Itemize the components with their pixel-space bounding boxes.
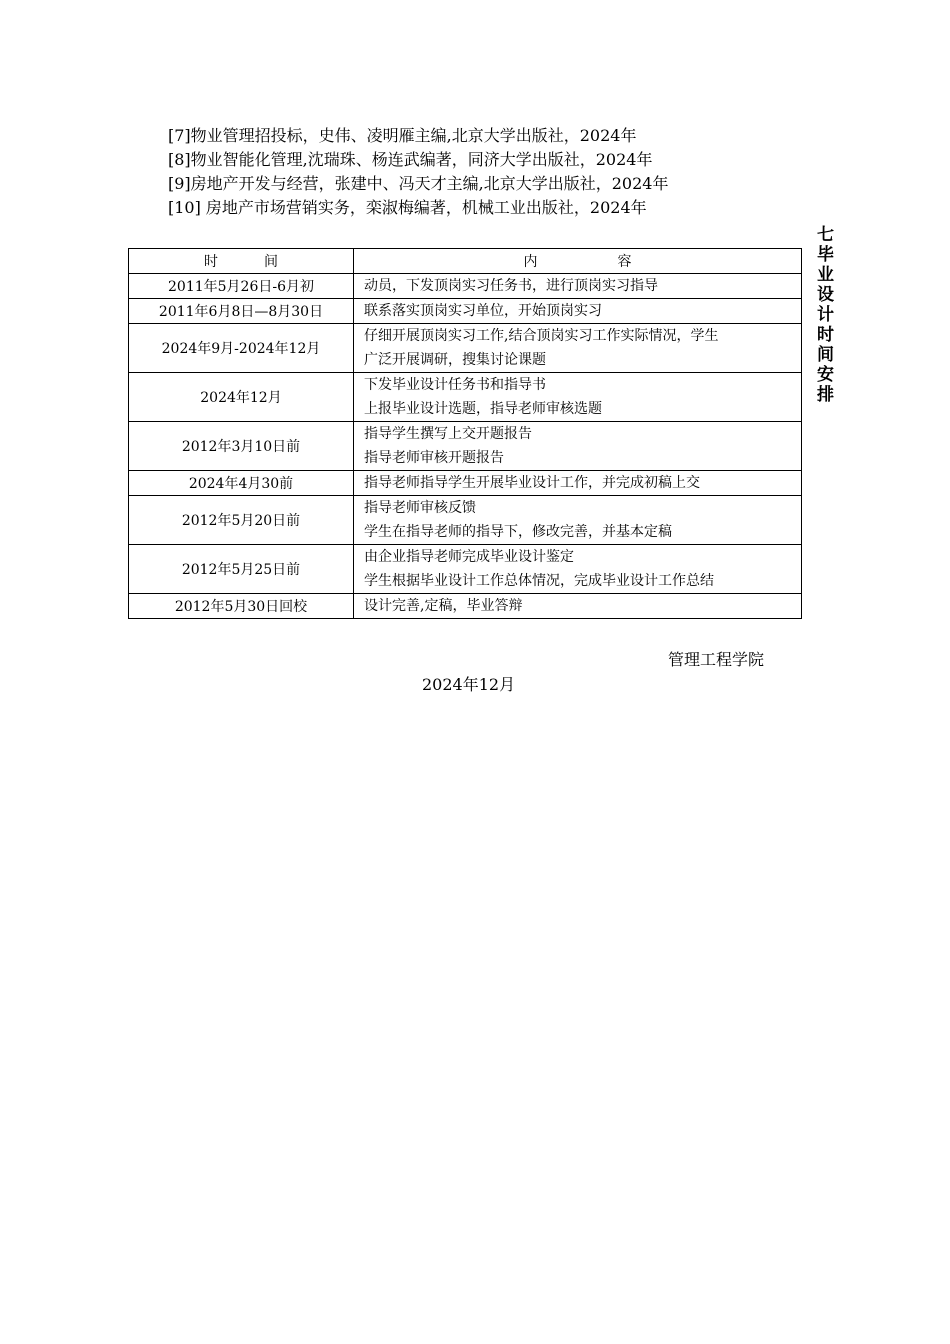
content-cell [354,594,802,619]
time-cell: 2012年5月30日回校 [129,594,354,619]
table-row [129,324,802,373]
content-line: 指导老师指导学生开展毕业设计工作，并完成初稿上交 [364,475,700,491]
reference-item: [7]物业管理招投标，史伟、凌明雁主编,北京大学出版社，2024年 [168,126,637,145]
time-cell: 2024年4月30前 [129,471,354,496]
content-line: 仔细开展顶岗实习工作,结合顶岗实习工作实际情况，学生 [364,328,719,344]
content-cell [354,373,802,422]
content-line: 学生根据毕业设计工作总体情况，完成毕业设计工作总结 [364,573,714,589]
table-row [129,274,802,299]
reference-list [168,124,808,220]
header-time-label: 时间 [204,254,324,270]
table-row [129,373,802,422]
content-cell [354,274,802,299]
table-row [129,471,802,496]
reference-item: [8]物业智能化管理,沈瑞珠、杨连武编著，同济大学出版社，2024年 [168,150,653,169]
reference-item: [10] 房地产市场营销实务，栾淑梅编著，机械工业出版社，2024年 [168,198,647,217]
content-cell [354,299,802,324]
table-row [129,545,802,594]
content-line: 上报毕业设计选题，指导老师审核选题 [364,401,602,417]
content-line: 广泛开展调研，搜集讨论课题 [364,352,546,368]
time-cell: 2024年9月-2024年12月 [129,324,354,373]
time-cell: 2012年5月20日前 [129,496,354,545]
reference-item: [9]房地产开发与经营，张建中、冯天才主编,北京大学出版社，2024年 [168,174,669,193]
time-cell: 2011年6月8日—8月30日 [129,299,354,324]
time-cell: 2012年5月25日前 [129,545,354,594]
header-content-label: 内容 [523,254,712,270]
table-header-row [129,249,802,274]
table-row [129,422,802,471]
content-cell [354,324,802,373]
signature-institution: 管理工程学院 [668,650,765,669]
content-line: 指导老师审核反馈 [364,500,476,516]
content-cell [354,496,802,545]
time-cell: 2011年5月26日-6月初 [129,274,354,299]
section-heading: 七毕业设计时间安排 [813,225,833,405]
time-cell: 2012年3月10日前 [129,422,354,471]
table-row [129,496,802,545]
content-cell [354,545,802,594]
content-line: 学生在指导老师的指导下，修改完善，并基本定稿 [364,524,672,540]
table-row [129,594,802,619]
header-time [129,249,354,274]
content-line: 动员，下发顶岗实习任务书，进行顶岗实习指导 [364,278,658,294]
content-line: 由企业指导老师完成毕业设计鉴定 [364,549,574,565]
content-line: 设计完善,定稿，毕业答辩 [364,598,523,614]
content-line: 下发毕业设计任务书和指导书 [364,377,546,393]
content-cell [354,422,802,471]
content-cell [354,471,802,496]
content-line: 指导学生撰写上交开题报告 [364,426,532,442]
header-content [354,249,802,274]
document-date: 2024年12月 [422,675,516,694]
content-line: 联系落实顶岗实习单位，开始顶岗实习 [364,303,602,319]
time-cell: 2024年12月 [129,373,354,422]
table-row [129,299,802,324]
schedule-table [128,248,802,619]
content-line: 指导老师审核开题报告 [364,450,504,466]
